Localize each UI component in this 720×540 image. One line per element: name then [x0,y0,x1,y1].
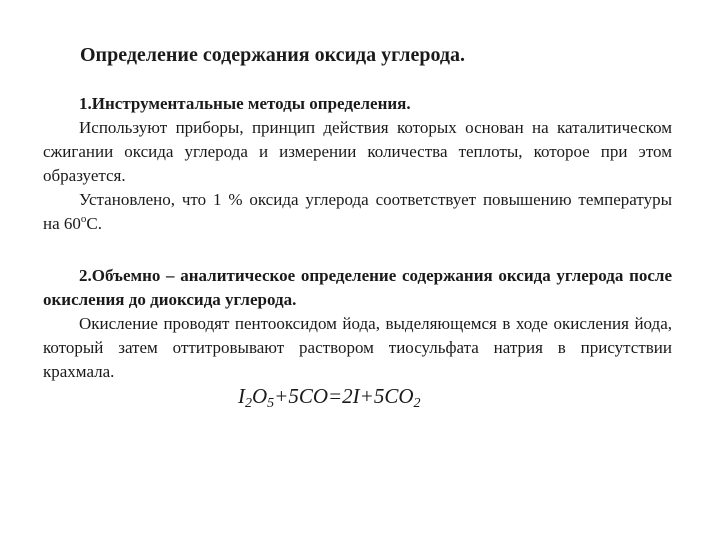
formula-part: I [238,384,245,408]
paragraph: Окисление проводят пентооксидом йода, выделяющемся в ходе окисления йода, который затем оттитровывают раствором тиосульфата натрия в присутствии крахмала. [43,314,672,381]
formula-subscript: 5 [267,396,275,411]
formula-subscript: 2 [413,396,421,411]
paragraph-text-end: С. [86,214,102,233]
formula-part: +5CO=2I+5CO [274,384,414,408]
paragraph [43,188,672,236]
section-heading: 1.Инструментальные методы определения. [79,94,411,113]
section-instrumental-methods [43,92,672,236]
section-heading: 2.Объемно – аналитическое определение содержания оксида углерода после окисления до диоксида углерода. [43,266,672,309]
paragraph-text: Установлено, что 1 % оксида углерода соответствует повышению температуры на 60 [43,190,672,233]
page-title: Определение содержания оксида углерода. [80,44,465,66]
formula-part: O [252,384,268,408]
formula-subscript: 2 [245,396,252,411]
chemical-equation [238,384,421,412]
degree-mark: о [80,213,87,225]
paragraph: Используют приборы, принцип действия которых основан на каталитическом сжигании оксида углерода и измерении количества теплоты, которое при этом образуется. [43,118,672,185]
section-volumetric-analysis [43,264,672,384]
